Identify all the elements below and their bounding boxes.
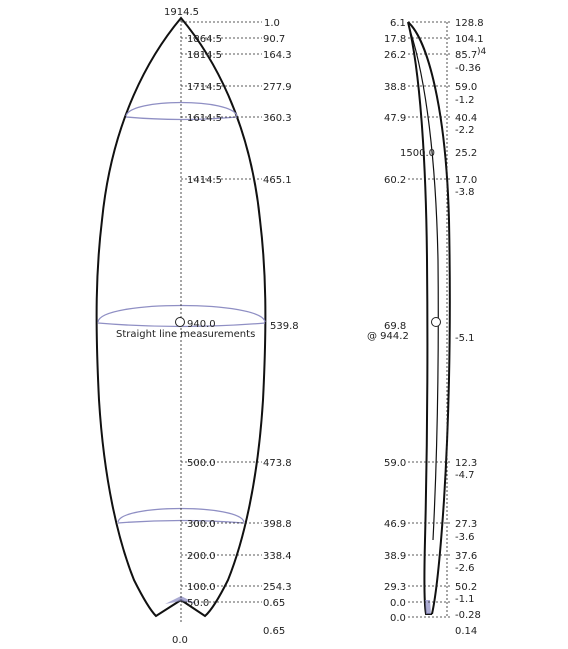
station-pos-label: 1614.5 xyxy=(187,113,222,124)
station-pos-label: 50.0 xyxy=(187,598,210,609)
profile-center-value: 69.8 xyxy=(384,321,407,332)
profile-left-value: 26.2 xyxy=(384,50,407,61)
profile-center-marker xyxy=(432,318,441,327)
station-pos-label: 1864.5 xyxy=(187,34,222,45)
profile-left-value: 0.0 xyxy=(390,613,406,624)
profile-rocker xyxy=(410,30,438,540)
profile-center-position: @ 944.2 xyxy=(367,331,409,342)
outline-view xyxy=(97,7,299,646)
profile-right-value-2: -0.36 xyxy=(455,63,481,74)
profile-view xyxy=(367,18,487,637)
station-pos-label: 100.0 xyxy=(187,582,216,593)
profile-right-value: -0.28 xyxy=(455,610,481,621)
profile-right-value: 128.8 xyxy=(455,18,484,29)
station-width-label: 90.7 xyxy=(263,34,286,45)
station-width-label: 338.4 xyxy=(263,551,292,562)
nose-width-label: 1.0 xyxy=(264,18,280,29)
profile-right-value-2: -3.6 xyxy=(455,532,475,543)
profile-right-value-2: -1.2 xyxy=(455,95,475,106)
profile-right-value: 25.2 xyxy=(455,148,478,159)
center-marker xyxy=(176,318,185,327)
profile-right-value: 50.2 xyxy=(455,582,478,593)
station-pos-label: 1714.5 xyxy=(187,82,222,93)
profile-right-value-2: -2.2 xyxy=(455,125,475,136)
station-width-label: 0.65 xyxy=(263,598,286,609)
profile-right-value-2: -4.7 xyxy=(455,470,475,481)
station-width-label: 277.9 xyxy=(263,82,292,93)
profile-right-value: 40.4 xyxy=(455,113,478,124)
station-width-label: 465.1 xyxy=(263,175,292,186)
profile-deck xyxy=(408,22,450,614)
station-width-label: 539.8 xyxy=(270,321,299,332)
profile-right-value: 37.6 xyxy=(455,551,478,562)
profile-tail-right-value: 0.14 xyxy=(455,626,478,637)
profile-left-value: 38.8 xyxy=(384,82,407,93)
profile-left-value: 38.9 xyxy=(384,551,407,562)
nose-length-label: 1914.5 xyxy=(164,7,199,18)
profile-right-value: 27.3 xyxy=(455,519,478,530)
profile-right-value: -1.1 xyxy=(455,594,475,605)
station-width-label: 254.3 xyxy=(263,582,292,593)
profile-left-value: 46.9 xyxy=(384,519,407,530)
profile-left-value: 17.8 xyxy=(384,34,407,45)
profile-right-value-2: -3.8 xyxy=(455,187,475,198)
station-pos-label: 300.0 xyxy=(187,519,216,530)
station-width-label: 473.8 xyxy=(263,458,292,469)
station-width-label: 164.3 xyxy=(263,50,292,61)
station-pos-label: 1814.5 xyxy=(187,50,222,61)
center-position-label: 940.0 xyxy=(187,319,216,330)
profile-left-value: 47.9 xyxy=(384,113,407,124)
station-pos-label: 500.0 xyxy=(187,458,216,469)
profile-center-right-value: -5.1 xyxy=(455,333,475,344)
profile-right-value: 104.1 xyxy=(455,34,484,45)
measurement-note: Straight line measurements xyxy=(116,329,256,340)
profile-right-value: 85.7 xyxy=(455,50,478,61)
profile-left-value: 6.1 xyxy=(390,18,406,29)
profile-right-value: 59.0 xyxy=(455,82,478,93)
profile-right-value: 12.3 xyxy=(455,458,478,469)
profile-left-value: 60.2 xyxy=(384,175,407,186)
tail-width-label: 0.65 xyxy=(263,626,286,637)
profile-mid-label: 1500.0 xyxy=(400,148,435,159)
station-pos-label: 200.0 xyxy=(187,551,216,562)
profile-bottom xyxy=(408,22,432,614)
profile-left-value: 59.0 xyxy=(384,458,407,469)
profile-right-note: )4 xyxy=(477,47,487,57)
station-width-label: 360.3 xyxy=(263,113,292,124)
profile-right-value: 17.0 xyxy=(455,175,478,186)
tail-length-label: 0.0 xyxy=(172,635,188,646)
profile-left-value: 29.3 xyxy=(384,582,407,593)
station-width-label: 398.8 xyxy=(263,519,292,530)
profile-left-value: 0.0 xyxy=(390,598,406,609)
station-pos-label: 1414.5 xyxy=(187,175,222,186)
profile-right-value-2: -2.6 xyxy=(455,563,475,574)
